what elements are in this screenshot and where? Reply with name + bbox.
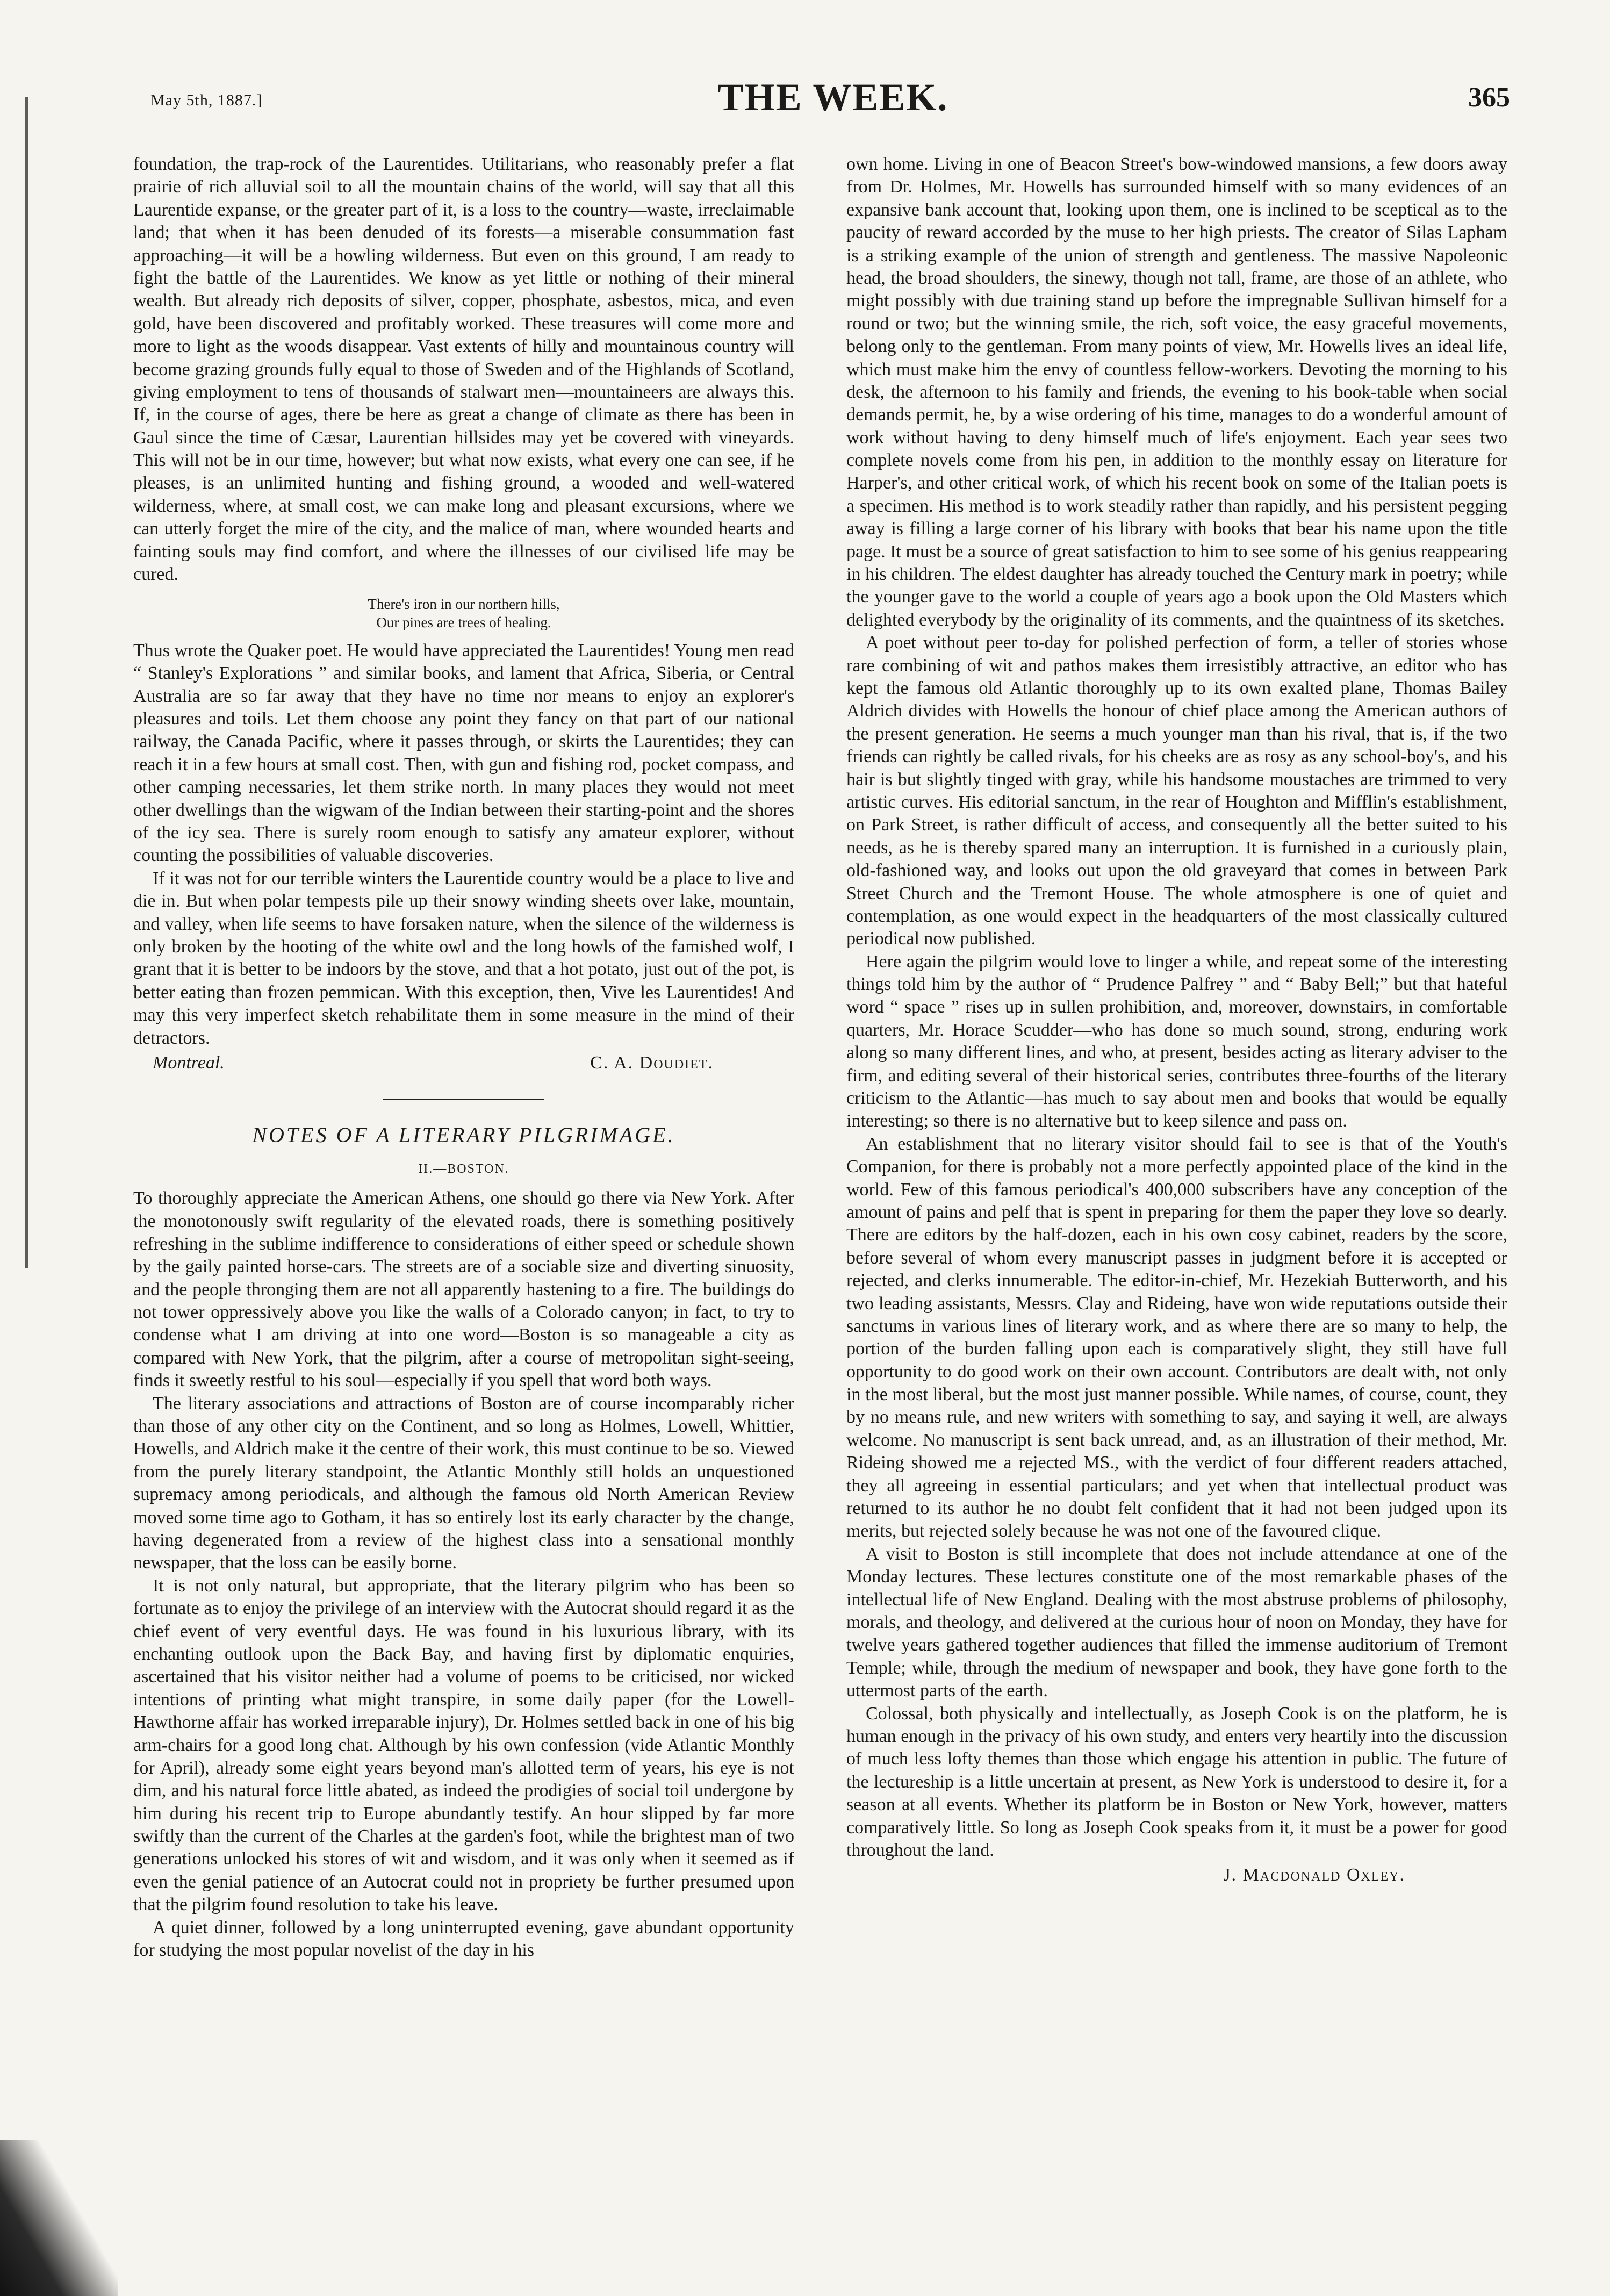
section-title: NOTES OF A LITERARY PILGRIMAGE. bbox=[252, 1123, 675, 1147]
page-header bbox=[129, 75, 1537, 124]
masthead-title: THE WEEK. bbox=[717, 76, 948, 119]
article-paragraph: A quiet dinner, followed by a long uninterrupted evening, gave abundant opportunity for studying the most popular novelist of the day in his bbox=[133, 1917, 794, 1961]
section-divider bbox=[383, 1099, 544, 1100]
article-signature bbox=[133, 1052, 794, 1074]
article-paragraph: To thoroughly appreciate the American Athens, one should go there via New York. After the monotonously swift regularity of the elevated roads, there is something positively refreshing in the sublime indifference to considerations of either speed or schedule shown by the gaily painted horse-cars. The streets are of a sociable size and diverting sinuosity, and the people thronging them are not all apparently hastening to a fire. The buildings do not tower oppressively above you like the walls of a Colorado canyon; in fact, to try to condense what I am driving at into one word—Boston is so manageable a city as compared with New York, that the pilgrim, after a course of metropolitan sight-seeing, finds it sweetly restful to his soul—especially if you spell that word both ways. bbox=[133, 1188, 794, 1391]
article-paragraph: A poet without peer to-day for polished perfection of form, a teller of stories whose rare combining of wit and pathos makes them irresistibly attractive, an editor who has kept the famous old Atlantic thoroughly up to its own exalted plane, Thomas Bailey Aldrich divides with Howells the honour of chief place among the American authors of the present generation. He seems a much younger man than his rival, that is, if the two friends can rightly be called rivals, for his cheeks are as rosy as any school-boy's, and his hair is but slightly tinged with gray, while his handsome moustaches are trimmed to very artistic curves. His editorial sanctum, in the rear of Houghton and Mifflin's establishment, on Park Street, is rather difficult of access, and consequently all the better suited to his needs, as he is thereby spared many an interruption. It is furnished in a curiously plain, old-fashioned way, and looks out upon the old graveyard that comes in between Park Street Church and the Tremont House. The whole atmosphere is one of quiet and contemplation, as one would expect in the headquarters of the most classically cultured periodical now published. bbox=[846, 633, 1507, 949]
article-paragraph: own home. Living in one of Beacon Street's bow-windowed mansions, a few doors away from Dr. Holmes, Mr. Howells has surrounded himself with so many evidences of an expansive bank account that, looking upon them, one is inclined to be sceptical as to the paucity of reward accorded by the muse to her high priests. The creator of Silas Lapham is a striking example of the union of strength and gentleness. The massive Napoleonic head, the broad shoulders, the sinewy, though not tall, frame, are those of an athlete, who might possibly with due training stand up before the impregnable Sullivan himself for a round or two; but the winning smile, the rich, soft voice, the easy graceful movements, belong only to the gentleman. From many points of view, Mr. Howells lives an ideal life, which must make him the envy of countless fellow-workers. Devoting the morning to his desk, the afternoon to his family and friends, the evening to his book-table when social demands permit, he, by a wise ordering of his time, manages to do a wonderful amount of work without having to deny himself much of life's enjoyment. Each year sees two complete novels come from his pen, in addition to the monthly essay on literature for Harper's, and other critical work, of which his recent book on some of the Italian poets is a specimen. His method is to work steadily rather than rapidly, and his persistent pegging away is filling a large corner of his library with books that bear his name upon the title page. It must be a source of great satisfaction to him to see some of his genius reappearing in his children. The eldest daughter has already touched the Century mark in poetry; while the younger gave to the world a couple of years ago a book upon the Old Masters which delighted everybody by the originality of its comments, and the quaintness of its sketches. bbox=[846, 154, 1507, 630]
article-author: J. Macdonald Oxley. bbox=[1223, 1865, 1405, 1885]
verse-quote bbox=[133, 595, 794, 632]
scan-shadow-edge bbox=[25, 97, 28, 1268]
verse-line: Our pines are trees of healing. bbox=[376, 614, 551, 631]
article-paragraph: If it was not for our terrible winters the Laurentide country would be a place to live and die in. But when polar tempests pile up their snowy winding sheets over lake, mountain, and valley, when life seems to have forsaken nature, when the silence of the wilderness is only broken by the hooting of the white owl and the long howls of the famished wolf, I grant that it is better to be indoors by the stove, and that a hot potato, just out of the pot, is better eating than frozen pemmican. With this exception, then, Vive les Laurentides! And may this very imperfect sketch rehabilitate them in some measure in the mind of their detractors. bbox=[133, 868, 794, 1048]
scan-corner-shadow bbox=[0, 2140, 118, 2296]
signature-name: C. A. Doudiet. bbox=[590, 1052, 714, 1073]
article-paragraph: An establishment that no literary visitor should fail to see is that of the Youth's Companion, for there is probably not a more perfectly appointed place of the kind in the world. Few of this famous periodical's 400,000 subscribers have any conception of the amount of pains and pelf that is spent in preparing for them the paper they love so dearly. There are editors by the half-dozen, each in his own cosy cabinet, readers by the score, before several of whom every manuscript passes in judgment before it is accepted or rejected, and clerks innumerable. The editor-in-chief, Mr. Hezekiah Butterworth, and his two leading assistants, Messrs. Clay and Rideing, have won wide reputations outside their sanctums in various lines of literary work, and as where there are so many to help, the portion of the burden falling upon each is comparatively slight, they still have full opportunity to do good work on their own account. Contributors are dealt with, not only in the most liberal, but the most just manner possible. While names, of course, count, they by no means rule, and new writers with something to say, and saying it well, are always welcome. No manuscript is sent back unread, and, as an illustration of their method, Mr. Rideing showed me a rejected MS., with the verdict of four different readers attached, they all agreeing in essential particulars; and yet when that intellectual product was returned to its author he no doubt felt confident that it had not been judged upon its merits, but rejected solely because he was not one of the favoured clique. bbox=[846, 1133, 1507, 1541]
right-column bbox=[846, 153, 1507, 1887]
article-paragraph: A visit to Boston is still incomplete that does not include attendance at one of the Monday lectures. These lectures constitute one of the most remarkable phases of the intellectual life of New England. Dealing with the most abstruse problems of philosophy, morals, and theology, and delivered at the curious hour of noon on Monday, they have for twelve years gathered together audiences that filled the immense auditorium of Tremont Temple; while, through the medium of newspaper and book, they have gone forth to the uttermost parts of the earth. bbox=[846, 1544, 1507, 1701]
article-paragraph: Here again the pilgrim would love to linger a while, and repeat some of the interesting things told him by the author of “ Prudence Palfrey ” and “ Baby Bell;” but that hateful word “ space ” rises up in sullen prohibition, and, moreover, downstairs, in comfortable quarters, Mr. Horace Scudder—who has done so much sound, strong, enduring work along so many different lines, and who, at present, besides acting as literary adviser to the firm, and editing several of their historical series, contributes three-fourths of the literary criticism to the Atlantic—has much to say about men and books that would be equally interesting; so there is no alternative but to keep silence and pass on. bbox=[846, 951, 1507, 1131]
article-paragraph: The literary associations and attractions of Boston are of course incomparably richer than those of any other city on the Continent, and so long as Holmes, Lowell, Whittier, Howells, and Aldrich make it the centre of their work, this must continue to be so. Viewed from the purely literary standpoint, the Atlantic Monthly still holds an unquestioned supremacy among periodicals, and although the famous old North American Review moved some time ago to Gotham, it has so entirely lost its early character by the change, having degenerated from a review of the highest class into a sensational monthly newspaper, that the loss can be easily borne. bbox=[133, 1393, 794, 1573]
article-paragraph: foundation, the trap-rock of the Laurentides. Utilitarians, who reasonably prefer a flat prairie of rich alluvial soil to all the mountain chains of the world, will say that all this Laurentide expanse, or the greater part of it, is a loss to the country—waste, irreclaimable land; that when it has been denuded of its forests—a miserable consummation fast approaching—it will be a howling wilderness. But even on this ground, I am ready to fight the battle of the Laurentides. We know as yet little or nothing of their mineral wealth. But already rich deposits of silver, copper, phosphate, asbestos, mica, and even gold, have been discovered and profitably worked. These treasures will come more and more to light as the woods disappear. Vast extents of hilly and mountainous country will become grazing grounds fully equal to those of Sweden and of the Highlands of Scotland, giving employment to tens of thousands of stalwart men—mountaineers are always this. If, in the course of ages, there be here as great a change of climate as there has been in Gaul since the time of Cæsar, Laurentian hillsides may yet be covered with vineyards. This will not be in our time, however; but what now exists, what every one can see, if he pleases, is an unlimited hunting and fishing ground, a wooded and well-watered wilderness, where, at small cost, we can make long and pleasant excursions, where we can utterly forget the mire of the city, and the malice of man, where wounded hearts and fainting souls may find comfort, and where the illnesses of our civilised life may be cured. bbox=[133, 154, 794, 585]
issue-date: May 5th, 1887.] bbox=[150, 91, 263, 109]
article-paragraph: It is not only natural, but appropriate, that the literary pilgrim who has been so fortunate as to enjoy the privilege of an interview with the Autocrat should regard it as the chief event of very eventful days. He was found in his luxurious library, with its enchanting outlook upon the Back Bay, and having first by diplomatic enquiries, ascertained that his visitor neither had a volume of poems to be criticised, nor wicked intentions of printing what might transpire, in some daily paper (for the Lowell-Hawthorne affair has worked irreparable injury), Dr. Holmes settled back in one of his big arm-chairs for a good long chat. Although by his own confession (vide Atlantic Monthly for April), already some eight years beyond man's allotted term of years, his eye is not dim, and his natural force little abated, as indeed the prodigies of social toil undergone by him during his recent trip to Europe abundantly testify. An hour slipped by far more swiftly than the current of the Charles at the garden's foot, while the brightest man of two generations unlocked his stores of wit and wisdom, and it was only when it seemed as if even the genial patience of an Autocrat could not in propriety be further presumed upon that the pilgrim found resolution to take his leave. bbox=[133, 1575, 794, 1915]
section-subtitle: II.—BOSTON. bbox=[418, 1162, 509, 1176]
signature-place: Montreal. bbox=[153, 1052, 225, 1073]
verse-line: There's iron in our northern hills, bbox=[368, 596, 560, 613]
page-number: 365 bbox=[1468, 82, 1510, 113]
left-column bbox=[133, 153, 794, 1962]
article-paragraph: Colossal, both physically and intellectually, as Joseph Cook is on the platform, he is human enough in the privacy of his own study, and enters very heartily into the discussion of much less lofty themes than those which engage his attention in public. The future of the lectureship is a little uncertain at present, as New York is understood to desire it, for a season at all events. Whether its platform be in Boston or New York, however, matters comparatively little. So long as Joseph Cook speaks from it, it must be a power for good throughout the land. bbox=[846, 1703, 1507, 1860]
article-paragraph: Thus wrote the Quaker poet. He would have appreciated the Laurentides! Young men read “ Stanley's Explorations ” and similar books, and lament that Africa, Siberia, or Central Australia are so far away that they have no time nor means to enjoy an explorer's pleasures and toils. Let them choose any point they fancy on that part of our national railway, the Canada Pacific, where it passes through, or skirts the Laurentides; they can reach it in a few hours at small cost. Then, with gun and fishing rod, pocket compass, and other camping necessaries, let them strike north. In many places they would not meet other dwellings than the wigwam of the Indian between their starting-point and the shores of the icy sea. There is surely room enough to satisfy any amateur explorer, without counting the possibilities of valuable discoveries. bbox=[133, 640, 794, 866]
